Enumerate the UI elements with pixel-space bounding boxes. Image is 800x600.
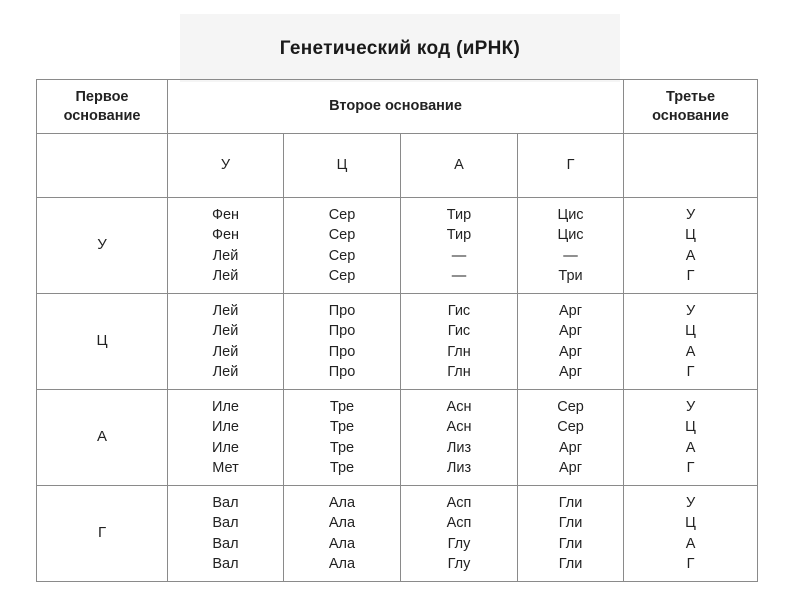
amino-acid: Тре bbox=[329, 439, 355, 456]
third-base-cell bbox=[624, 198, 758, 294]
amino-acid: Цис bbox=[557, 227, 584, 243]
amino-acid: Вал bbox=[212, 515, 239, 531]
third-base-label: А bbox=[685, 343, 696, 360]
amino-acid: Гис bbox=[447, 302, 471, 319]
amino-acid: Цис bbox=[557, 206, 584, 223]
second-base-row bbox=[37, 134, 758, 198]
amino-acid: Глн bbox=[447, 364, 471, 380]
amino-acid: Лей bbox=[212, 268, 239, 284]
header-first-base-line: основание bbox=[63, 107, 141, 124]
amino-acid: Вал bbox=[212, 535, 239, 552]
amino-acid: Гли bbox=[558, 535, 583, 552]
header-third-base-line: Третье bbox=[665, 88, 716, 105]
header-second-base: Второе основание bbox=[168, 80, 624, 134]
amino-acid: Иле bbox=[212, 398, 239, 415]
amino-acid: Тир bbox=[446, 206, 472, 223]
amino-acid: Лей bbox=[212, 302, 239, 319]
amino-acid-cell bbox=[284, 198, 401, 294]
third-base-label: А bbox=[685, 535, 696, 552]
amino-acid: Лиз bbox=[446, 439, 472, 456]
codon-row bbox=[37, 198, 758, 294]
amino-acid: Глн bbox=[447, 343, 471, 360]
third-base-label: Ц bbox=[685, 515, 696, 531]
amino-acid: Асп bbox=[446, 515, 472, 531]
header-row bbox=[37, 80, 758, 134]
amino-acid: Сер bbox=[557, 398, 584, 415]
amino-acid: Ала bbox=[328, 556, 356, 572]
amino-acid: Про bbox=[328, 323, 356, 339]
amino-acid-cell bbox=[284, 294, 401, 390]
amino-acid: Ала bbox=[328, 515, 356, 531]
amino-acid: Тре bbox=[329, 419, 355, 435]
amino-acid: Мет bbox=[212, 460, 239, 476]
amino-acid: — bbox=[451, 268, 467, 284]
amino-acid: Гли bbox=[558, 494, 583, 511]
amino-acid: Арг bbox=[559, 343, 583, 360]
genetic-code-table bbox=[36, 79, 758, 582]
third-base-label: Г bbox=[686, 364, 695, 380]
amino-acid: Тир bbox=[446, 227, 472, 243]
amino-acid: Ала bbox=[328, 494, 356, 511]
amino-acid: Про bbox=[328, 302, 356, 319]
amino-acid: Лей bbox=[212, 247, 239, 264]
second-base-label: У bbox=[168, 134, 284, 198]
first-base-cell: Ц bbox=[37, 294, 168, 390]
header-third-base-line: основание bbox=[652, 107, 729, 124]
amino-acid: Вал bbox=[212, 494, 239, 511]
codon-row bbox=[37, 390, 758, 486]
amino-acid: Лиз bbox=[446, 460, 472, 476]
amino-acid-cell bbox=[518, 198, 624, 294]
amino-acid: Сер bbox=[557, 419, 584, 435]
amino-acid: Арг bbox=[559, 302, 583, 319]
third-base-label: У bbox=[685, 206, 696, 223]
amino-acid: Иле bbox=[212, 439, 239, 456]
amino-acid: Гли bbox=[558, 556, 583, 572]
empty-cell bbox=[37, 134, 168, 198]
amino-acid-cell bbox=[401, 390, 518, 486]
amino-acid: Арг bbox=[559, 364, 583, 380]
amino-acid: Сер bbox=[328, 268, 356, 284]
amino-acid: Лей bbox=[212, 343, 239, 360]
third-base-label: У bbox=[685, 398, 696, 415]
second-base-label: А bbox=[401, 134, 518, 198]
amino-acid: Гли bbox=[558, 515, 583, 531]
amino-acid: Сер bbox=[328, 206, 356, 223]
first-base-cell: А bbox=[37, 390, 168, 486]
amino-acid: Лей bbox=[212, 364, 239, 380]
third-base-label: Ц bbox=[685, 323, 696, 339]
header-first-base bbox=[37, 80, 168, 134]
amino-acid-cell bbox=[284, 390, 401, 486]
amino-acid: Асп bbox=[446, 494, 472, 511]
third-base-cell bbox=[624, 486, 758, 582]
page-title: Генетический код (иРНК) bbox=[279, 38, 521, 59]
header-first-base-line: Первое bbox=[75, 88, 129, 105]
third-base-label: А bbox=[685, 439, 696, 456]
amino-acid: Глу bbox=[447, 535, 471, 552]
amino-acid: Асн bbox=[446, 419, 472, 435]
codon-row bbox=[37, 294, 758, 390]
third-base-label: Ц bbox=[685, 227, 696, 243]
amino-acid-cell bbox=[518, 390, 624, 486]
amino-acid-cell bbox=[518, 486, 624, 582]
third-base-label: У bbox=[685, 494, 696, 511]
header-third-base bbox=[624, 80, 758, 134]
amino-acid: Фен bbox=[211, 227, 240, 243]
amino-acid: Тре bbox=[329, 398, 355, 415]
amino-acid-cell bbox=[284, 486, 401, 582]
amino-acid: Арг bbox=[559, 460, 583, 476]
third-base-cell bbox=[624, 294, 758, 390]
amino-acid: Про bbox=[328, 364, 356, 380]
amino-acid: — bbox=[563, 247, 578, 264]
amino-acid-cell bbox=[168, 198, 284, 294]
second-base-label: Ц bbox=[284, 134, 401, 198]
second-base-label: Г bbox=[518, 134, 624, 198]
third-base-label: Г bbox=[686, 268, 695, 284]
amino-acid-cell bbox=[168, 486, 284, 582]
amino-acid: — bbox=[451, 247, 467, 264]
third-base-label: У bbox=[685, 302, 696, 319]
amino-acid: Сер bbox=[328, 247, 356, 264]
amino-acid: Гис bbox=[447, 323, 471, 339]
amino-acid: Фен bbox=[211, 206, 240, 223]
amino-acid-cell bbox=[401, 294, 518, 390]
amino-acid: Асн bbox=[446, 398, 472, 415]
codon-row bbox=[37, 486, 758, 582]
amino-acid: Вал bbox=[212, 556, 239, 572]
first-base-cell: Г bbox=[37, 486, 168, 582]
empty-cell bbox=[624, 134, 758, 198]
amino-acid: Сер bbox=[328, 227, 356, 243]
amino-acid: Ала bbox=[328, 535, 356, 552]
amino-acid-cell bbox=[401, 486, 518, 582]
amino-acid: Арг bbox=[559, 323, 583, 339]
amino-acid: Тре bbox=[329, 460, 355, 476]
amino-acid: Глу bbox=[447, 556, 471, 572]
amino-acid-cell bbox=[518, 294, 624, 390]
codon-rows bbox=[37, 198, 758, 582]
amino-acid: Три bbox=[558, 268, 583, 284]
third-base-label: Г bbox=[686, 460, 695, 476]
amino-acid: Иле bbox=[212, 419, 239, 435]
amino-acid: Лей bbox=[212, 323, 239, 339]
amino-acid-cell bbox=[168, 294, 284, 390]
amino-acid: Про bbox=[328, 343, 356, 360]
third-base-label: Ц bbox=[685, 419, 696, 435]
amino-acid-cell bbox=[401, 198, 518, 294]
third-base-label: Г bbox=[686, 556, 695, 572]
third-base-label: А bbox=[685, 247, 696, 264]
amino-acid-cell bbox=[168, 390, 284, 486]
first-base-cell: У bbox=[37, 198, 168, 294]
amino-acid: Арг bbox=[559, 439, 583, 456]
third-base-cell bbox=[624, 390, 758, 486]
